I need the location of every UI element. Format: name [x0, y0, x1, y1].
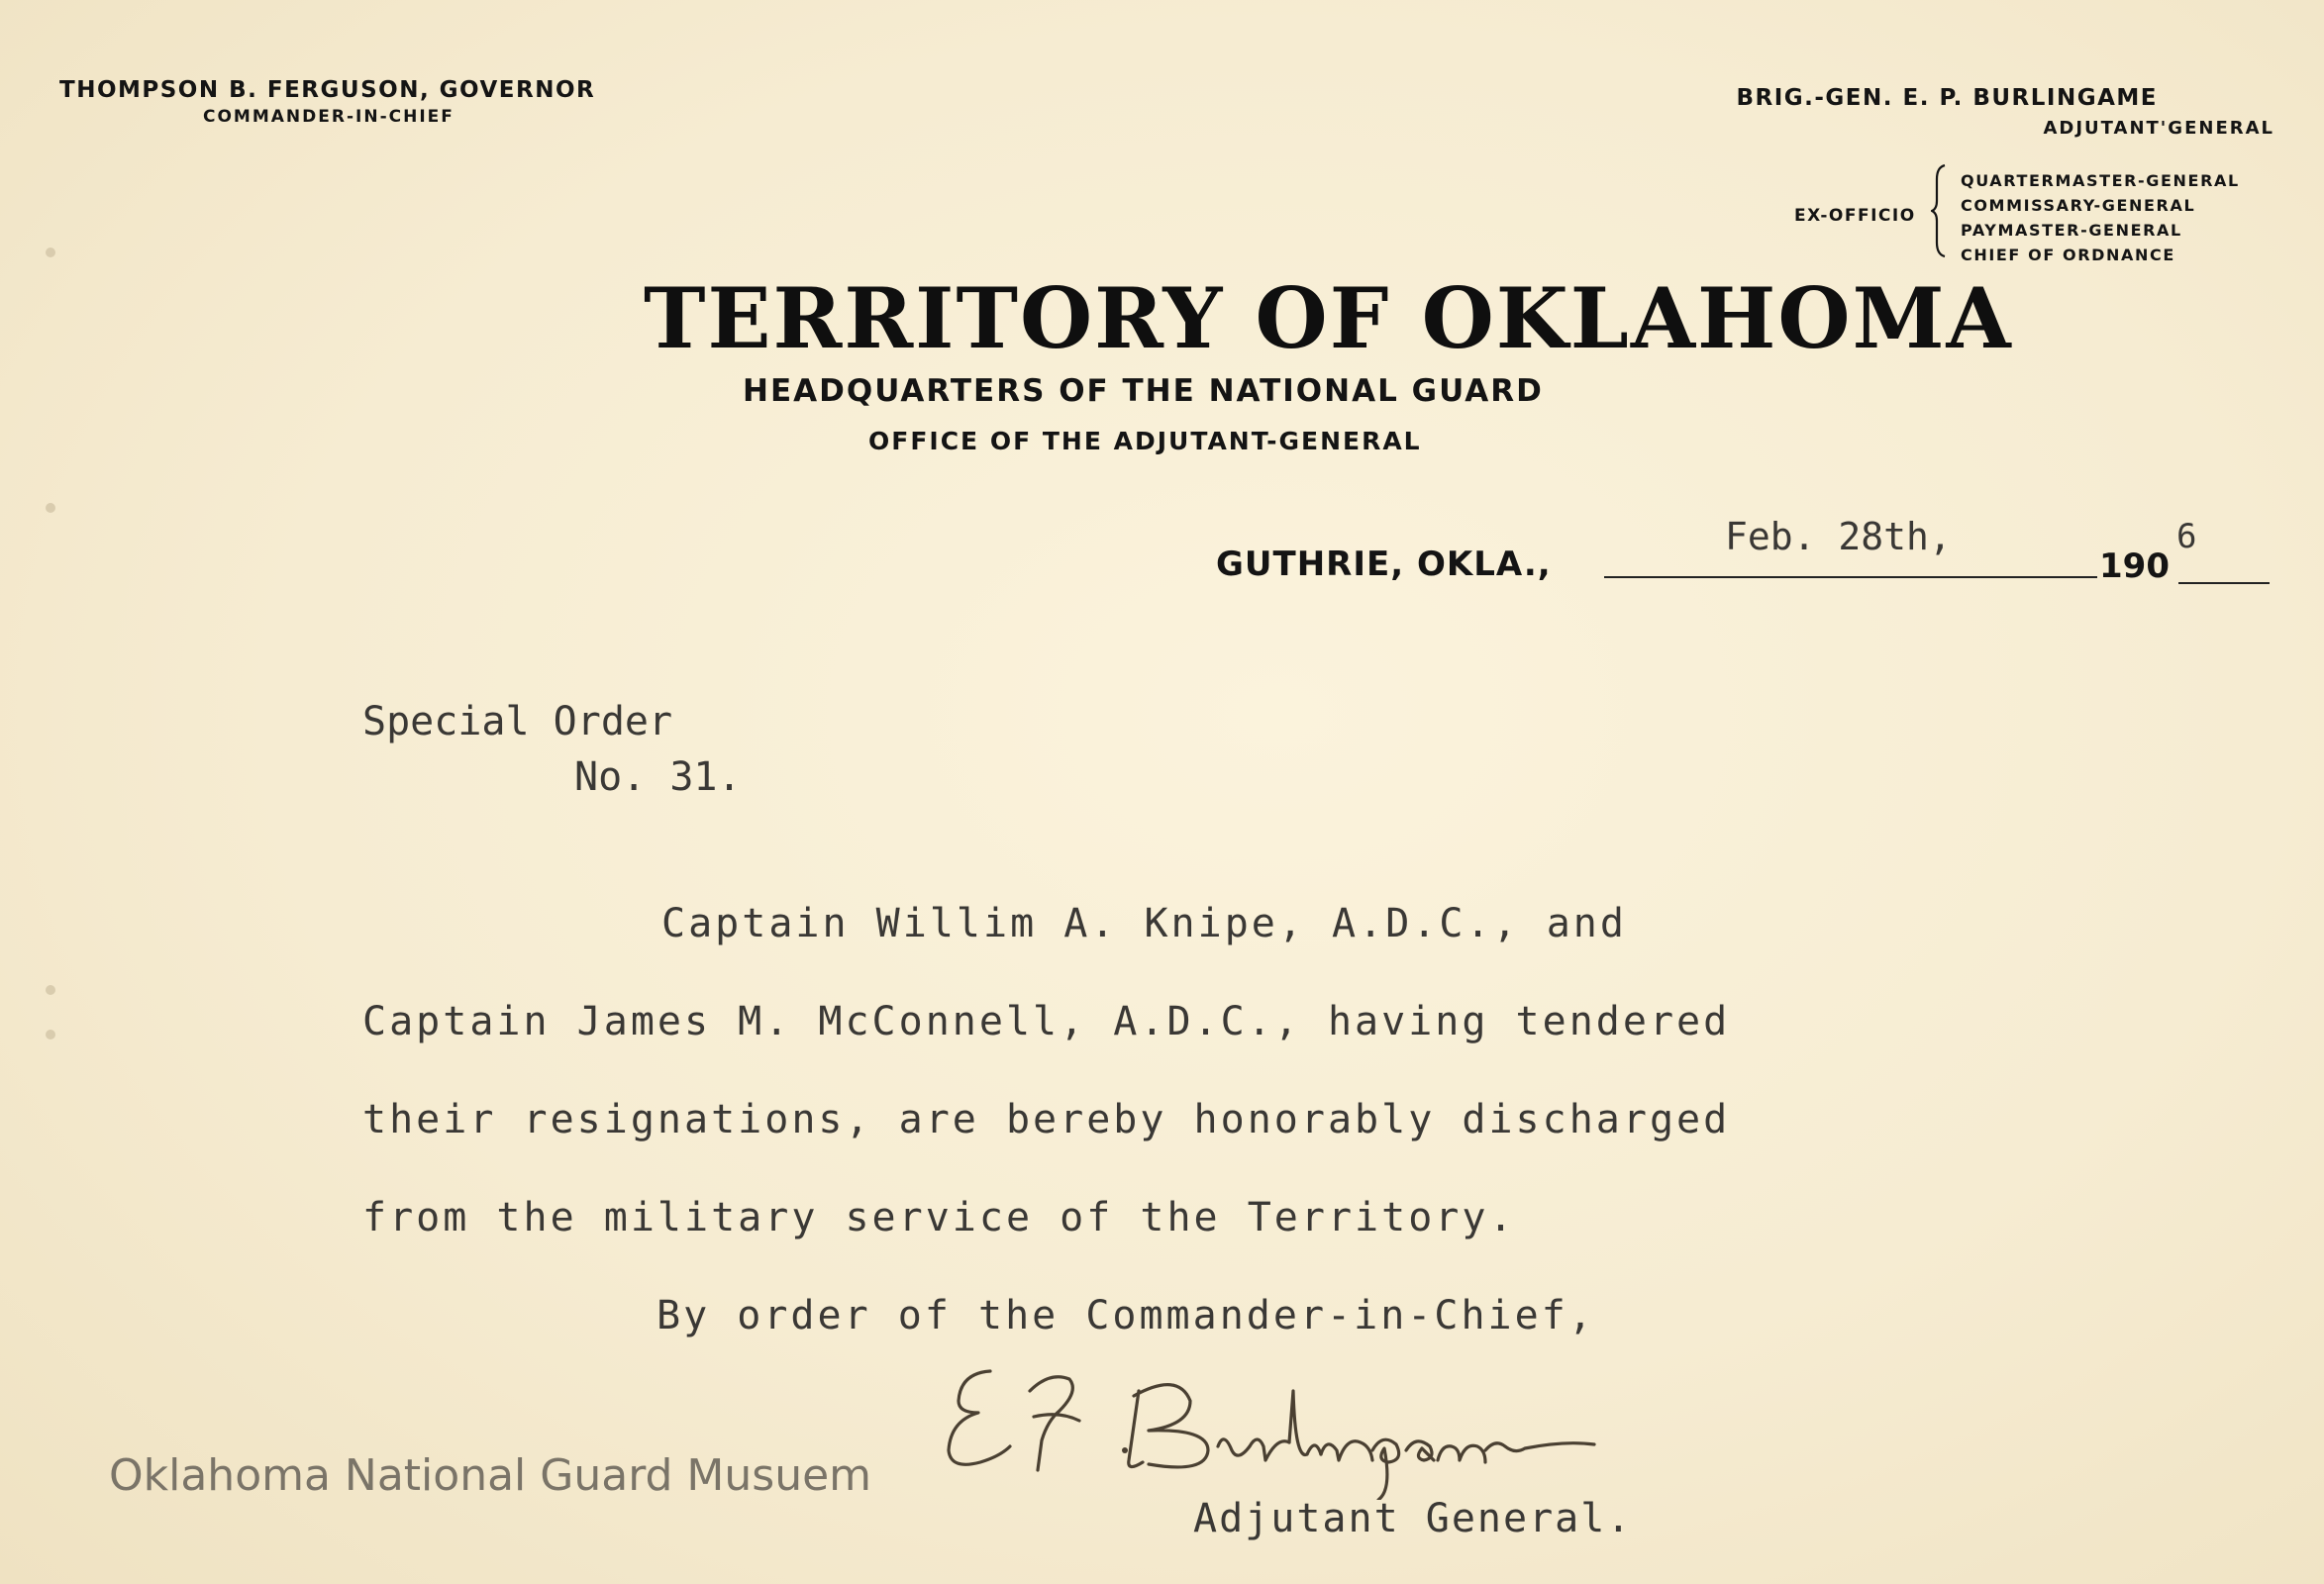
typed-date: Feb. 28th, — [1725, 515, 1952, 558]
letterhead-office: OFFICE OF THE ADJUTANT-GENERAL — [868, 427, 1422, 455]
ex-officio-roles — [1961, 168, 2240, 267]
museum-watermark: Oklahoma National Guard Musuem — [109, 1450, 872, 1501]
year-prefix: 190 — [2099, 546, 2170, 586]
closing-line: By order of the Commander-in-Chief, — [657, 1293, 1595, 1338]
date-rule — [1604, 576, 2097, 578]
governor-name: THOMPSON B. FERGUSON, GOVERNOR — [59, 77, 596, 103]
governor-title: COMMANDER-IN-CHIEF — [203, 107, 455, 127]
punch-hole — [46, 248, 55, 257]
typed-year-digit: 6 — [2176, 517, 2197, 556]
body-line: Captain Willim A. Knipe, A.D.C., and — [661, 901, 1627, 946]
punch-hole — [46, 985, 55, 995]
body-line: from the military service of the Territory. — [362, 1195, 1516, 1240]
ex-officio-role: PAYMASTER-GENERAL — [1961, 221, 2182, 240]
adjutant-general-title: ADJUTANT'GENERAL — [2043, 118, 2274, 139]
ex-officio-role: CHIEF OF ORDNANCE — [1961, 246, 2175, 264]
handwritten-signature — [931, 1351, 1941, 1500]
punch-hole — [46, 503, 55, 513]
letterhead-subtitle: HEADQUARTERS OF THE NATIONAL GUARD — [743, 373, 1544, 409]
letterhead-title: TERRITORY OF OKLAHOMA — [644, 269, 2013, 367]
body-line: Captain James M. McConnell, A.D.C., having tendered — [362, 999, 1731, 1044]
ex-officio-label: EX-OFFICIO — [1794, 206, 1916, 226]
adjutant-general-name: BRIG.-GEN. E. P. BURLINGAME — [1736, 85, 2158, 111]
place-line: GUTHRIE, OKLA., — [1216, 544, 1552, 584]
order-number: No. 31. — [574, 754, 742, 800]
signer-title: Adjutant General. — [1193, 1496, 1633, 1541]
year-rule — [2178, 582, 2270, 584]
body-line: their resignations, are bereby honorably discharged — [362, 1097, 1731, 1142]
ex-officio-role: COMMISSARY-GENERAL — [1961, 196, 2196, 215]
order-title: Special Order — [362, 699, 673, 744]
ex-officio-role: QUARTERMASTER-GENERAL — [1961, 171, 2240, 190]
curly-brace-icon — [1931, 163, 1947, 258]
punch-hole — [46, 1030, 55, 1040]
